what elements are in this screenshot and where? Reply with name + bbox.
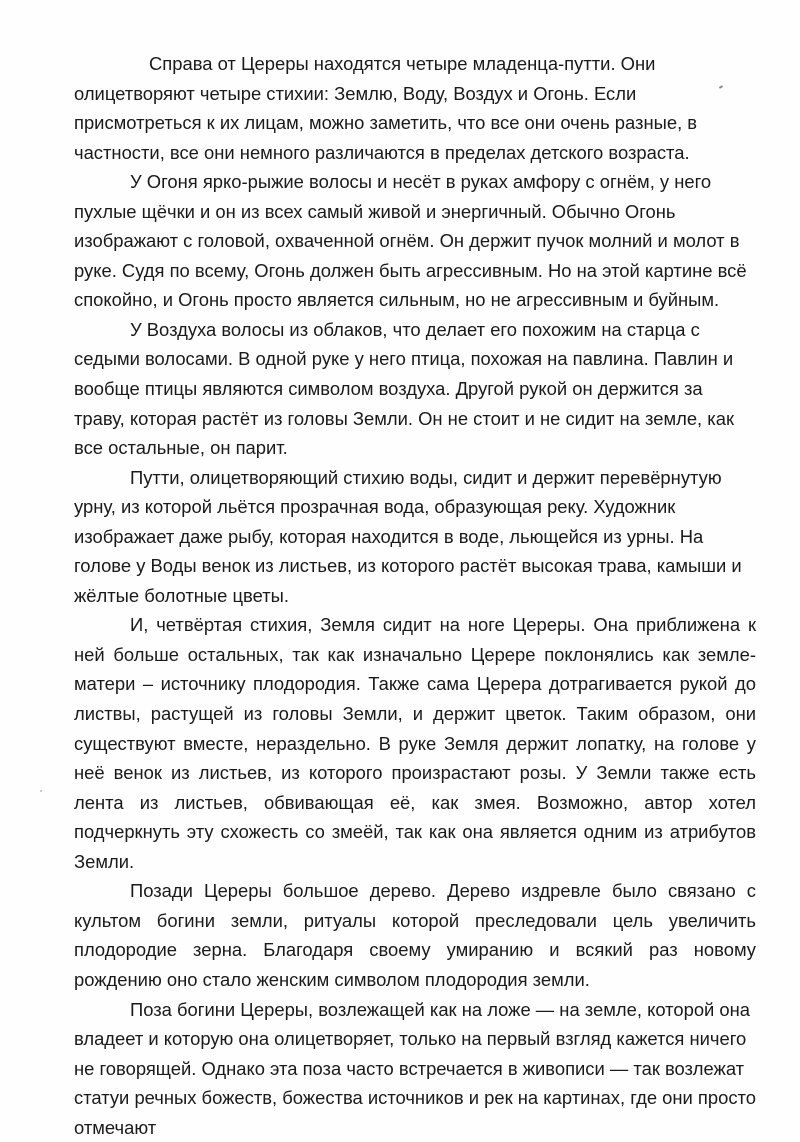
scan-speck bbox=[40, 790, 42, 792]
paragraph-fire: У Огоня ярко-рыжие волосы и несёт в руках амфору с огнём, у него пухлые щёчки и он из всех самый живой и энергичный. Обычно Огонь изображают с головой, охваченной огнём. Он держит пучок молний и молот в руке. Судя по всему, Огонь должен быть агрессивным. Но на этой картине всё спокойно, и Огонь просто является сильным, но не агрессивным и буйным. bbox=[74, 167, 756, 315]
document-body bbox=[74, 49, 756, 1142]
paragraph-tree: Позади Цереры большое дерево. Дерево издревле было связано с культом богини земли, ритуалы которой преследовали цель увеличить плодородие зерна. Благодаря своему умиранию и всякий раз новому рождению оно стало женским символом плодородия земли. bbox=[74, 876, 756, 994]
paragraph-air: У Воздуха волосы из облаков, что делает его похожим на старца с седыми волосами. В одной руке у него птица, похожая на павлина. Павлин и вообще птицы являются символом воздуха. Другой рукой он держится за траву, которая растёт из головы Земли. Он не стоит и не сидит на земле, как все остальные, он парит. bbox=[74, 315, 756, 463]
paragraph-putti-intro: Справа от Цереры находятся четыре младенца-путти. Они олицетворяют четыре стихии: Землю, Воду, Воздух и Огонь. Если присмотреться к их лицам, можно заметить, что все они очень разные, в частности, все они немного различаются в пределах детского возраста. bbox=[74, 49, 756, 167]
paragraph-pose: Поза богини Цереры, возлежащей как на ложе — на земле, которой она владеет и которую она олицетворяет, только на первый взгляд кажется ничего не говорящей. Однако эта поза часто встречается в живописи — так возлежат статуи речных божеств, божества источников и рек на картинах, где они просто отмечают bbox=[74, 995, 756, 1142]
paragraph-earth: И, четвёртая стихия, Земля сидит на ноге Цереры. Она приближена к ней больше остальных, так как изначально Церере поклонялись как земле-матери – источнику плодородия. Также сама Церера дотрагивается рукой до листвы, растущей из головы Земли, и держит цветок. Таким образом, они существуют вместе, нераздельно. В руке Земля держит лопатку, на голове у неё венок из листьев, из которого произрастают розы. У Земли также есть лента из листьев, обвивающая её, как змея. Возможно, автор хотел подчеркнуть эту схожесть со змеёй, так как она является одним из атрибутов Земли. bbox=[74, 610, 756, 876]
paragraph-water: Путти, олицетворяющий стихию воды, сидит и держит перевёрнутую урну, из которой льётся прозрачная вода, образующая реку. Художник изображает даже рыбу, которая находится в воде, льющейся из урны. На голове у Воды венок из листьев, из которого растёт высокая трава, камыши и жёлтые болотные цветы. bbox=[74, 463, 756, 611]
